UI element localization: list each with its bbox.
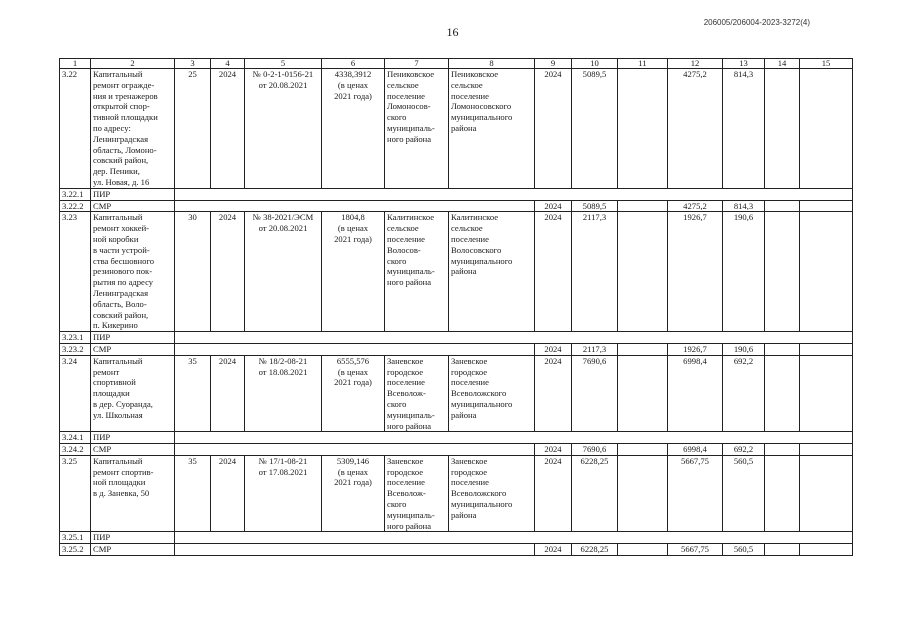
empty-cell	[175, 343, 535, 355]
empty-cell	[618, 212, 668, 332]
sub-item-number: 3.22.1	[60, 188, 91, 200]
sub-item-label: СМР	[91, 544, 175, 556]
year: 2024	[535, 200, 572, 212]
empty-cell	[175, 444, 535, 456]
item-name: Капитальный ремонт огражде- ния и тренажеров открытой спор- тивной площадки по адресу: Ленинградская область, Ломоно- совский район, дер. Пеники, ул. Новая, д. 16	[91, 69, 175, 189]
local-budget: 692,2	[723, 444, 765, 456]
year: 2024	[535, 544, 572, 556]
column-number: 2	[91, 59, 175, 69]
item-name: Капитальный ремонт спортив- ной площадки в д. Заневка, 50	[91, 455, 175, 532]
column-number-row	[60, 59, 853, 69]
quantity: 25	[175, 69, 211, 189]
total-amount: 2117,3	[572, 212, 618, 332]
estimated-cost: 4338,3912 (в ценах 2021 года)	[322, 69, 385, 189]
empty-cell	[175, 188, 853, 200]
quantity: 30	[175, 212, 211, 332]
year: 2024	[535, 355, 572, 432]
empty-cell	[765, 212, 800, 332]
empty-cell	[618, 455, 668, 532]
sub-item-label: СМР	[91, 444, 175, 456]
year: 2024	[535, 69, 572, 189]
municipality: Заневское городское поселение Всеволож- ского муниципаль- ного района	[385, 455, 449, 532]
expertise-conclusion: № 17/1-08-21 от 17.08.2021	[245, 455, 322, 532]
item-number: 3.25	[60, 455, 91, 532]
local-budget: 560,5	[723, 544, 765, 556]
column-number: 12	[668, 59, 723, 69]
year: 2024	[211, 212, 245, 332]
year: 2024	[211, 355, 245, 432]
page-number: 16	[446, 25, 459, 39]
item-number: 3.24	[60, 355, 91, 432]
empty-cell	[800, 69, 853, 189]
empty-cell	[765, 69, 800, 189]
local-budget: 190,6	[723, 343, 765, 355]
empty-cell	[800, 212, 853, 332]
item-name: Капитальный ремонт хоккей- ной коробки в части устрой- ства бесшовного резинового пок- рытия по адресу Ленинградская область, Воло- совский район, п. Кикерино	[91, 212, 175, 332]
empty-cell	[765, 444, 800, 456]
empty-cell	[618, 544, 668, 556]
year: 2024	[535, 444, 572, 456]
empty-cell	[800, 355, 853, 432]
regional-budget: 5667,75	[668, 544, 723, 556]
empty-cell	[175, 544, 535, 556]
regional-budget: 6998,4	[668, 355, 723, 432]
empty-cell	[618, 355, 668, 432]
sub-item-label: ПИР	[91, 432, 175, 444]
sub-item-number: 3.22.2	[60, 200, 91, 212]
document-id: 206005/206004-2023-3272(4)	[703, 18, 810, 27]
pir-row	[60, 432, 853, 444]
municipality: Калитинское сельское поселение Волосов- ского муниципаль- ного района	[385, 212, 449, 332]
pir-row	[60, 188, 853, 200]
item-name: Капитальный ремонт спортивной площадки в дер. Суоранда, ул. Школьная	[91, 355, 175, 432]
item-number: 3.22	[60, 69, 91, 189]
regional-budget: 6998,4	[668, 444, 723, 456]
empty-cell	[800, 455, 853, 532]
empty-cell	[765, 355, 800, 432]
table-row	[60, 355, 853, 432]
column-number: 9	[535, 59, 572, 69]
item-number: 3.23	[60, 212, 91, 332]
column-number: 13	[723, 59, 765, 69]
quantity: 35	[175, 355, 211, 432]
sub-item-label: ПИР	[91, 332, 175, 344]
empty-cell	[800, 343, 853, 355]
sub-item-label: ПИР	[91, 532, 175, 544]
year: 2024	[535, 455, 572, 532]
year: 2024	[535, 343, 572, 355]
quantity: 35	[175, 455, 211, 532]
empty-cell	[765, 455, 800, 532]
column-number: 4	[211, 59, 245, 69]
year: 2024	[535, 212, 572, 332]
beneficiary: Пениковское сельское поселение Ломоносовского муниципального района	[449, 69, 535, 189]
column-number: 15	[800, 59, 853, 69]
empty-cell	[175, 200, 535, 212]
empty-cell	[618, 444, 668, 456]
expertise-conclusion: № 18/2-08-21 от 18.08.2021	[245, 355, 322, 432]
total-amount: 6228,25	[572, 544, 618, 556]
pir-row	[60, 532, 853, 544]
column-number: 8	[449, 59, 535, 69]
smr-row	[60, 444, 853, 456]
beneficiary: Заневское городское поселение Всеволожского муниципального района	[449, 355, 535, 432]
empty-cell	[765, 544, 800, 556]
empty-cell	[765, 343, 800, 355]
smr-row	[60, 343, 853, 355]
pir-row	[60, 332, 853, 344]
empty-cell	[800, 544, 853, 556]
local-budget: 190,6	[723, 212, 765, 332]
column-number: 3	[175, 59, 211, 69]
total-amount: 6228,25	[572, 455, 618, 532]
regional-budget: 4275,2	[668, 200, 723, 212]
table-row	[60, 69, 853, 189]
smr-row	[60, 200, 853, 212]
column-number: 10	[572, 59, 618, 69]
table-row	[60, 455, 853, 532]
estimated-cost: 5309,146 (в ценах 2021 года)	[322, 455, 385, 532]
sub-item-label: ПИР	[91, 188, 175, 200]
empty-cell	[618, 343, 668, 355]
total-amount: 7690,6	[572, 444, 618, 456]
column-number: 6	[322, 59, 385, 69]
empty-cell	[618, 69, 668, 189]
sub-item-label: СМР	[91, 343, 175, 355]
column-number: 5	[245, 59, 322, 69]
expertise-conclusion: № 38-2021/ЭСМ от 20.08.2021	[245, 212, 322, 332]
expertise-conclusion: № 0-2-1-0156-21 от 20.08.2021	[245, 69, 322, 189]
regional-budget: 5667,75	[668, 455, 723, 532]
empty-cell	[800, 200, 853, 212]
regional-budget: 4275,2	[668, 69, 723, 189]
empty-cell	[175, 532, 853, 544]
column-number: 1	[60, 59, 91, 69]
estimated-cost: 1804,8 (в ценах 2021 года)	[322, 212, 385, 332]
estimated-cost: 6555,576 (в ценах 2021 года)	[322, 355, 385, 432]
column-number: 7	[385, 59, 449, 69]
sub-item-number: 3.25.2	[60, 544, 91, 556]
total-amount: 5089,5	[572, 69, 618, 189]
local-budget: 814,3	[723, 69, 765, 189]
empty-cell	[618, 200, 668, 212]
beneficiary: Заневское городское поселение Всеволожского муниципального района	[449, 455, 535, 532]
total-amount: 2117,3	[572, 343, 618, 355]
sub-item-label: СМР	[91, 200, 175, 212]
table-row	[60, 212, 853, 332]
sub-item-number: 3.24.1	[60, 432, 91, 444]
smr-row	[60, 544, 853, 556]
sub-item-number: 3.25.1	[60, 532, 91, 544]
empty-cell	[175, 332, 853, 344]
regional-budget: 1926,7	[668, 212, 723, 332]
total-amount: 7690,6	[572, 355, 618, 432]
local-budget: 560,5	[723, 455, 765, 532]
empty-cell	[175, 432, 853, 444]
year: 2024	[211, 455, 245, 532]
sub-item-number: 3.23.2	[60, 343, 91, 355]
year: 2024	[211, 69, 245, 189]
total-amount: 5089,5	[572, 200, 618, 212]
beneficiary: Калитинское сельское поселение Волосовского муниципального района	[449, 212, 535, 332]
sub-item-number: 3.24.2	[60, 444, 91, 456]
municipality: Заневское городское поселение Всеволож- ского муниципаль- ного района	[385, 355, 449, 432]
empty-cell	[765, 200, 800, 212]
local-budget: 814,3	[723, 200, 765, 212]
municipality: Пениковское сельское поселение Ломоносов- ского муниципаль- ного района	[385, 69, 449, 189]
regional-budget: 1926,7	[668, 343, 723, 355]
column-number: 11	[618, 59, 668, 69]
empty-cell	[800, 444, 853, 456]
local-budget: 692,2	[723, 355, 765, 432]
sub-item-number: 3.23.1	[60, 332, 91, 344]
column-number: 14	[765, 59, 800, 69]
register-table	[59, 58, 853, 556]
